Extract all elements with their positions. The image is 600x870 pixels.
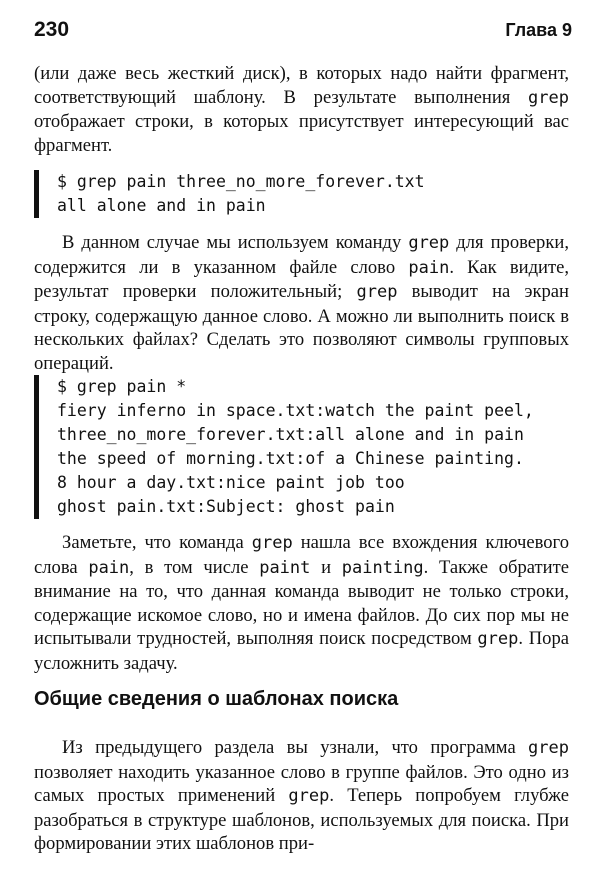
inline-code: grep (251, 533, 293, 553)
inline-code: grep (528, 738, 569, 758)
text-run: отображает строки, в которых присутствует интересующий вас фрагмент. (34, 111, 569, 156)
text-run: . Пора усложнить задачу. (34, 628, 569, 674)
inline-code: pain (88, 557, 130, 578)
page-header (34, 18, 572, 44)
code-line: the speed of morning.txt:of a Chinese painting. (57, 449, 524, 468)
inline-code: grep (288, 786, 330, 807)
text-run: , в том числе (129, 556, 260, 578)
code-line: $ grep pain * (57, 377, 187, 396)
text-run: . Теперь попробуем глубже разобраться в структуре шаблонов, используемых для поиска. При формировании этих шаблонов при- (34, 785, 569, 855)
paragraph-3 (34, 531, 569, 676)
text-run: . Также обратите внимание на то, что данная команда выводит не только строки, содержащие искомое слово, но и имена файлов. До сих пор мы не испытывали трудностей, выполняя поиск посредством (34, 556, 570, 650)
text-run: позволяет находить указанное слово в группе файлов. Это одно из самых простых применений (34, 761, 569, 807)
text-run: выводит на экран строку, содержащую данное слово. А можно ли выполнить поиск в нескольких файлах? Сделать это позволяют символы групповых операций. (34, 281, 569, 374)
text-run: Из предыдущего раздела вы узнали, что программа (62, 737, 529, 758)
page-number: 230 (34, 18, 70, 41)
inline-code: paint (259, 557, 311, 578)
code-line: ghost pain.txt:Subject: ghost pain (57, 497, 395, 516)
code-line: all alone and in pain (57, 196, 266, 215)
inline-code: grep (356, 282, 398, 303)
section-heading: Общие сведения о шаблонах поиска (34, 688, 399, 710)
inline-code: grep (477, 629, 519, 650)
text-run: нашла все вхождения ключевого слова (34, 532, 569, 578)
paragraph-4 (34, 736, 569, 856)
text-run: В данном случае мы используем команду (62, 232, 409, 253)
code-line: fiery inferno in space.txt:watch the paint peel, (57, 401, 534, 420)
text-run: и (310, 556, 342, 578)
text-run: (или даже весь жесткий диск), в которых надо найти фрагмент, соответствующий шаблону. В результате выполнения (34, 63, 569, 108)
paragraph-2 (34, 231, 569, 376)
text-run: для проверки, содержится ли в указанном файле слово (34, 232, 569, 278)
inline-code: pain (408, 257, 450, 278)
code-line: $ grep pain three_no_more_forever.txt (57, 172, 425, 191)
paragraph-1 (34, 62, 569, 157)
text-run: . Как видите, результат проверки положительный; (34, 256, 570, 303)
inline-code: grep (528, 87, 569, 108)
code-block-2 (34, 375, 597, 519)
inline-code: painting (341, 557, 424, 578)
text-run: Заметьте, что команда (62, 532, 252, 553)
code-line: 8 hour a day.txt:nice paint job too (57, 473, 405, 492)
inline-code: grep (408, 233, 450, 253)
code-line: three_no_more_forever.txt:all alone and in pain (57, 425, 524, 444)
chapter-label: Глава 9 (505, 20, 572, 40)
code-block-1 (34, 170, 597, 218)
